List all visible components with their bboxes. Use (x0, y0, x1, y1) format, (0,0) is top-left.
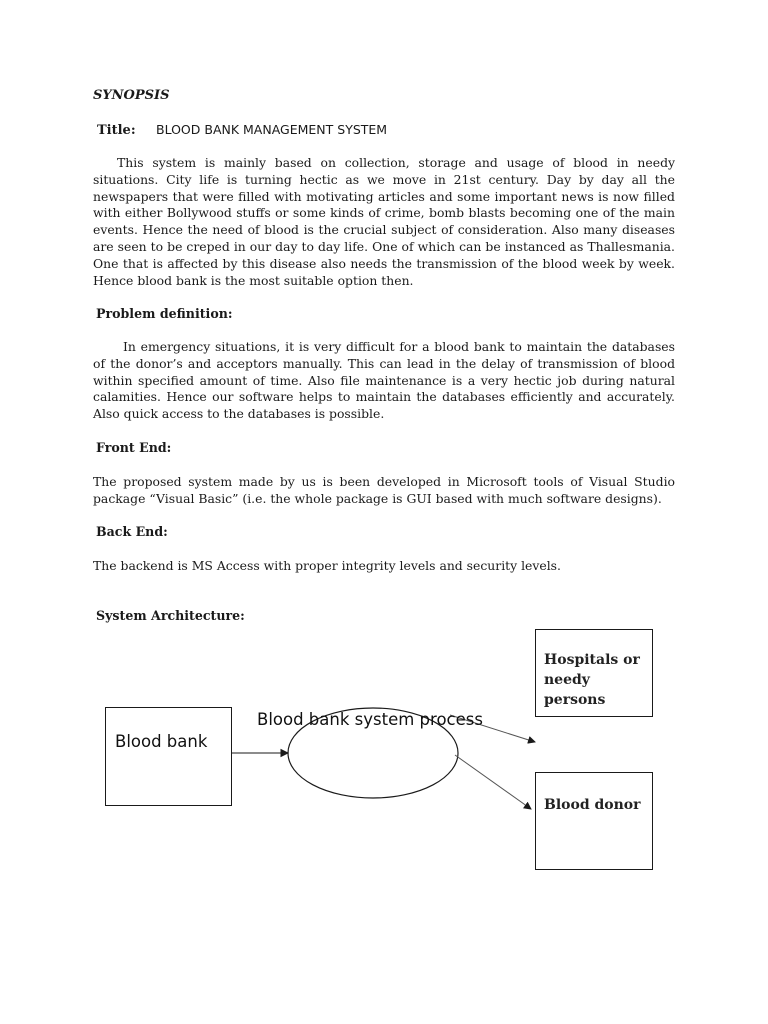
problem-definition-heading: Problem definition: (96, 306, 233, 321)
title-value: BLOOD BANK MANAGEMENT SYSTEM (156, 122, 388, 137)
hospitals-label-line3: persons (544, 692, 606, 708)
hospitals-label-line2: needy (544, 672, 590, 688)
blood-donor-box (535, 772, 653, 870)
back-end-paragraph: The backend is MS Access with proper integrity levels and security levels. (93, 558, 561, 573)
process-label: Blood bank system process (257, 710, 483, 729)
blood-bank-label: Blood bank (115, 732, 208, 751)
front-end-paragraph: The proposed system made by us is been developed in Microsoft tools of Visual Studio package “Visual Basic” (i.e. the whole package is GUI based with much software designs). (93, 474, 675, 506)
arrow-process-to-donor (455, 755, 531, 809)
problem-definition-paragraph: In emergency situations, it is very difficult for a blood bank to maintain the databases of the donor’s and acceptors manually. This can lead in the delay of transmission of blood within specified amount of time. Also file maintenance is a very hectic job during natural calamities. Hence our software helps to maintain the databases efficiently and accurately. Also quick access to the databases is possible. (93, 339, 675, 422)
back-end-heading: Back End: (96, 524, 168, 539)
hospitals-label (544, 650, 640, 710)
intro-paragraph: This system is mainly based on collection, storage and usage of blood in needy situations. City life is turning hectic as we move in 21st century. Day by day all the newspapers that were filled with motivating articles and some important news is now filled with either Bollywood stuffs or some kinds of crime, bomb blasts becoming one of the main events. Hence the need of blood is the crucial subject of consideration. Also many diseases are seen to be creped in our day to day life. One of which can be instanced as Thallesmania. One that is affected by this disease also needs the transmission of the blood week by week. Hence blood bank is the most suitable option then. (93, 155, 675, 288)
hospitals-label-line1: Hospitals or (544, 652, 640, 668)
blood-donor-label: Blood donor (544, 797, 641, 813)
synopsis-heading: SYNOPSIS (93, 88, 170, 103)
front-end-heading: Front End: (96, 440, 172, 455)
title-label: Title: (97, 123, 136, 138)
system-architecture-heading: System Architecture: (96, 608, 245, 623)
hospitals-box (535, 629, 653, 717)
blood-bank-box (105, 707, 232, 806)
